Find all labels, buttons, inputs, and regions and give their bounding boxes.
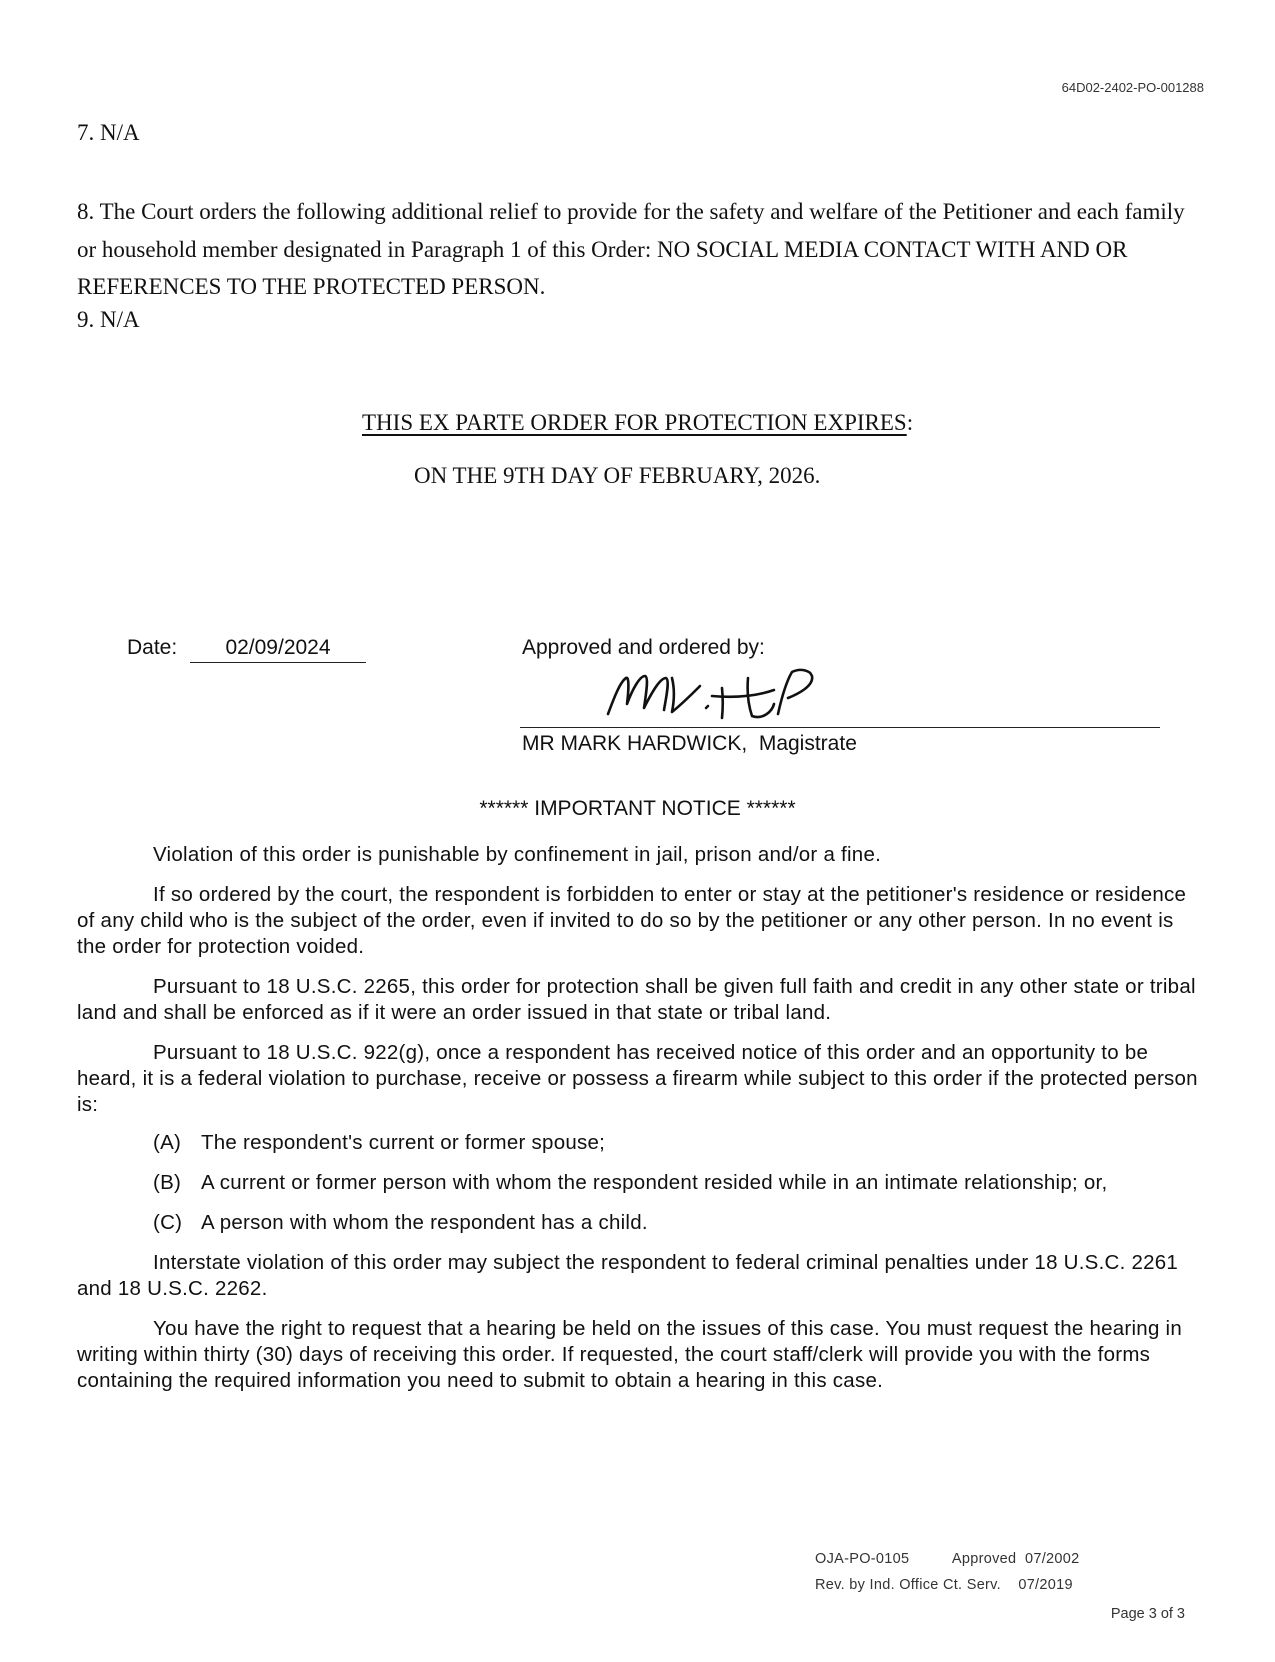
revised-date: 07/2019 <box>1018 1577 1073 1593</box>
expiration-heading-text: THIS EX PARTE ORDER FOR PROTECTION EXPIRES <box>362 410 907 435</box>
approved-date: Approved 07/2002 <box>951 1551 1080 1567</box>
order-item-8: 8. The Court orders the following additional relief to provide for the safety and welfare of the Petitioner and each family or household member designated in Paragraph 1 of this Order: NO SOCIAL MEDIA CONTACT WITH AND OR REFERENCES TO THE PROTECTED PERSON. <box>77 199 1185 299</box>
list-text: A current or former person with whom the respondent resided while in an intimate relationship; or, <box>201 1171 1108 1194</box>
footer-row <box>815 1546 1080 1572</box>
list-marker: (A) <box>153 1131 182 1154</box>
form-id: OJA-PO-0105 <box>815 1551 910 1567</box>
list-item <box>153 1210 1202 1236</box>
expiration-heading-colon: : <box>906 410 914 435</box>
case-number: 64D02-2402-PO-001288 <box>1061 80 1204 95</box>
notice-paragraph-full-faith: Pursuant to 18 U.S.C. 2265, this order for protection shall be given full faith and credit in any other state or tribal land and shall be enforced as if it were an order issued in that state or tribal land. <box>77 975 1196 1024</box>
signature-line <box>520 727 1160 728</box>
magistrate-name: MR MARK HARDWICK, Magistrate <box>522 732 857 755</box>
notice-paragraph-hearing: You have the right to request that a hearing be held on the issues of this case. You must request the hearing in writing within thirty (30) days of receiving this order. If requested, the court staff/clerk will provide you with the forms containing the required information you need to submit to obtain a hearing in this case. <box>77 1317 1183 1392</box>
expiration-heading <box>362 410 913 436</box>
revised-by: Rev. by Ind. Office Ct. Serv. <box>815 1577 1001 1593</box>
list-item <box>153 1170 1202 1196</box>
page-number: Page 3 of 3 <box>1110 1606 1185 1622</box>
date-value: 02/09/2024 <box>190 636 366 663</box>
notice-paragraph-residence: If so ordered by the court, the respondent is forbidden to enter or stay at the petitioner's residence or residence of any child who is the subject of the order, even if invited to do so by the petitioner or any other person. In no event is the order for protection voided. <box>77 883 1187 958</box>
notice-paragraph-firearm: Pursuant to 18 U.S.C. 922(g), once a respondent has received notice of this order and an opportunity to be heard, it is a federal violation to purchase, receive or possess a firearm while subject to this order if the protected person is: <box>77 1041 1198 1116</box>
date-label: Date: <box>127 636 178 659</box>
list-item <box>153 1130 1202 1156</box>
notice-body <box>77 842 1202 1408</box>
important-notice-heading: ****** IMPORTANT NOTICE ****** <box>479 797 796 820</box>
list-marker: (B) <box>153 1171 182 1194</box>
order-item-7: 7. N/A <box>77 120 140 145</box>
magistrate-signature <box>602 664 882 724</box>
footer-row <box>815 1572 1080 1598</box>
list-text: A person with whom the respondent has a child. <box>201 1211 648 1234</box>
approved-label: Approved and ordered by: <box>522 636 765 659</box>
form-footer <box>815 1546 1080 1598</box>
list-text: The respondent's current or former spouse; <box>201 1131 606 1154</box>
list-marker: (C) <box>153 1211 183 1234</box>
order-item-9: 9. N/A <box>77 307 140 332</box>
notice-paragraph-interstate: Interstate violation of this order may subject the respondent to federal criminal penalties under 18 U.S.C. 2261 and 18 U.S.C. 2262. <box>77 1251 1179 1300</box>
notice-paragraph-penalty: Violation of this order is punishable by confinement in jail, prison and/or a fine. <box>153 843 882 866</box>
expiration-date: ON THE 9TH DAY OF FEBRUARY, 2026. <box>414 463 821 488</box>
